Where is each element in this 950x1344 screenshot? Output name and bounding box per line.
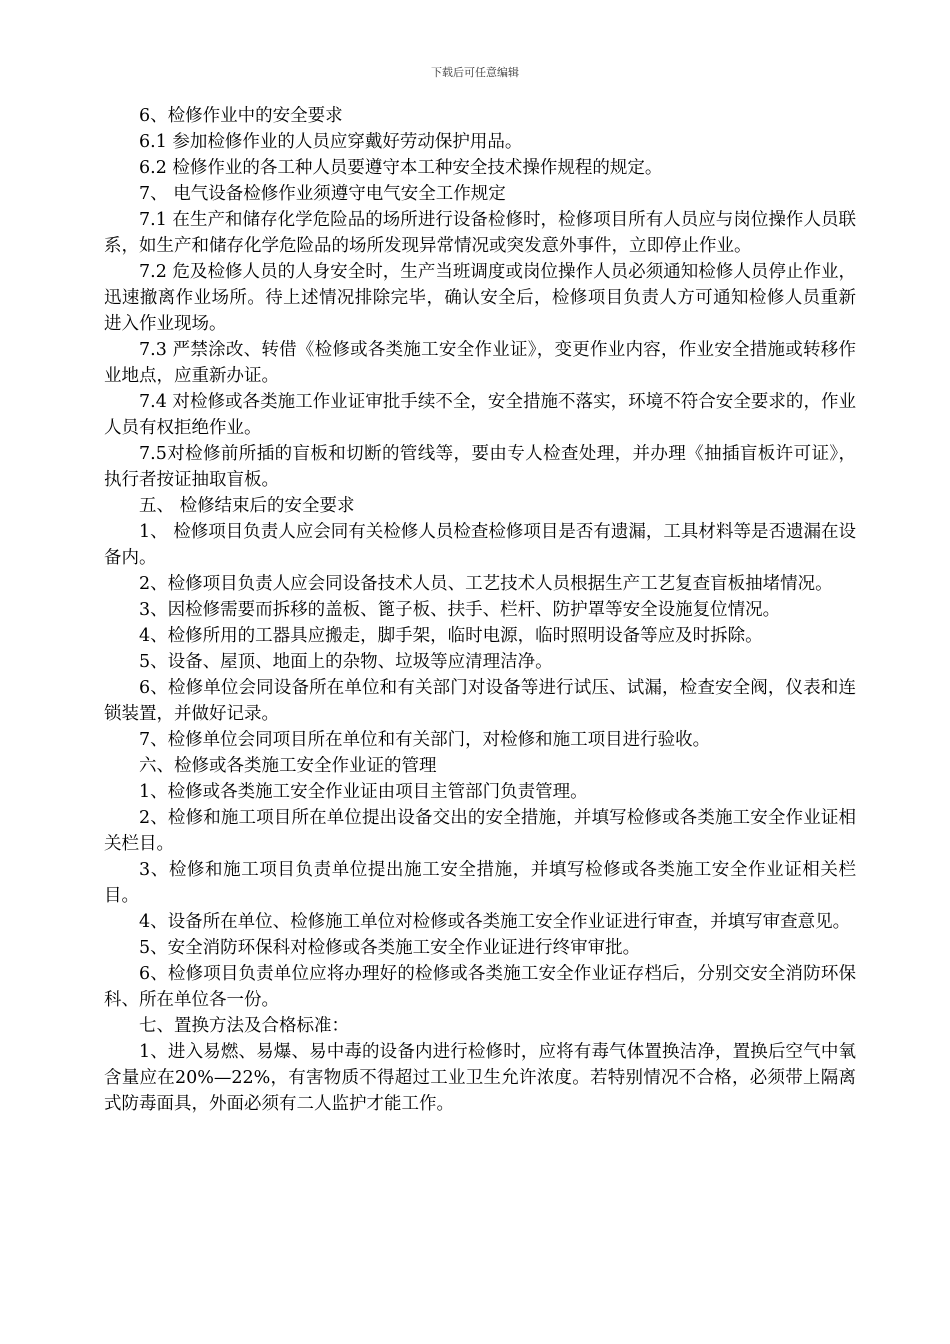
paragraph: 1、检修或各类施工安全作业证由项目主管部门负责管理。: [139, 782, 588, 802]
section-heading: 6、检修作业中的安全要求: [139, 106, 343, 126]
document-body: [104, 103, 856, 1117]
paragraph: 2、检修和施工项目所在单位提出设备交出的安全措施，并填写检修或各类施工安全作业证相关栏目。: [104, 808, 856, 854]
paragraph: 1、进入易燃、易爆、易中毒的设备内进行检修时，应将有毒气体置换洁净，置换后空气中氧含量应在20%—22%，有害物质不得超过工业卫生允许浓度。若特别情况不合格，必须带上隔离式防毒面具，外面必须有二人监护才能工作。: [104, 1042, 856, 1114]
paragraph: 1、 检修项目负责人应会同有关检修人员检查检修项目是否有遗漏，工具材料等是否遗漏在设备内。: [104, 522, 856, 568]
paragraph: 3、检修和施工项目负责单位提出施工安全措施，并填写检修或各类施工安全作业证相关栏目。: [104, 860, 856, 906]
paragraph: 5、设备、屋顶、地面上的杂物、垃圾等应清理洁净。: [139, 652, 553, 672]
paragraph: 7.5对检修前所插的盲板和切断的管线等，要由专人检查处理，并办理《抽插盲板许可证》，执行者按证抽取盲板。: [104, 444, 856, 490]
section-heading: 五、 检修结束后的安全要求: [139, 496, 355, 516]
paragraph: 6、检修项目负责单位应将办理好的检修或各类施工安全作业证存档后，分别交安全消防环保科、所在单位各一份。: [104, 964, 856, 1010]
paragraph: 4、设备所在单位、检修施工单位对检修或各类施工安全作业证进行审查，并填写审查意见。: [139, 912, 851, 932]
paragraph: 6.1 参加检修作业的人员应穿戴好劳动保护用品。: [139, 132, 523, 152]
paragraph: 7.4 对检修或各类施工作业证审批手续不全，安全措施不落实，环境不符合安全要求的，作业人员有权拒绝作业。: [104, 392, 856, 438]
section-heading: 七、置换方法及合格标准：: [139, 1016, 349, 1036]
section-heading: 六、检修或各类施工安全作业证的管理: [139, 756, 437, 776]
paragraph: 6、检修单位会同设备所在单位和有关部门对设备等进行试压、试漏，检查安全阀，仪表和连锁装置，并做好记录。: [104, 678, 856, 724]
paragraph: 7.3 严禁涂改、转借《检修或各类施工安全作业证》，变更作业内容，作业安全措施或转移作业地点，应重新办证。: [104, 340, 856, 386]
paragraph: 4、检修所用的工器具应搬走，脚手架，临时电源，临时照明设备等应及时拆除。: [139, 626, 763, 646]
paragraph: 7.1 在生产和储存化学危险品的场所进行设备检修时，检修项目所有人员应与岗位操作人员联系，如生产和储存化学危险品的场所发现异常情况或突发意外事件，立即停止作业。: [104, 210, 856, 256]
page-header: 下载后可任意编辑: [431, 66, 519, 79]
paragraph: 3、因检修需要而拆移的盖板、篦子板、扶手、栏杆、防护罩等安全设施复位情况。: [139, 600, 781, 620]
paragraph: 6.2 检修作业的各工种人员要遵守本工种安全技术操作规程的规定。: [139, 158, 663, 178]
paragraph: 5、安全消防环保科对检修或各类施工安全作业证进行终审审批。: [139, 938, 641, 958]
paragraph: 7.2 危及检修人员的人身安全时，生产当班调度或岗位操作人员必须通知检修人员停止作业，迅速撤离作业场所。待上述情况排除完毕，确认安全后，检修项目负责人方可通知检修人员重新进入作业现场。: [104, 262, 856, 334]
section-heading: 7、 电气设备检修作业须遵守电气安全工作规定: [139, 184, 506, 204]
paragraph: 7、检修单位会同项目所在单位和有关部门，对检修和施工项目进行验收。: [139, 730, 711, 750]
paragraph: 2、检修项目负责人应会同设备技术人员、工艺技术人员根据生产工艺复查盲板抽堵情况。: [139, 574, 833, 594]
